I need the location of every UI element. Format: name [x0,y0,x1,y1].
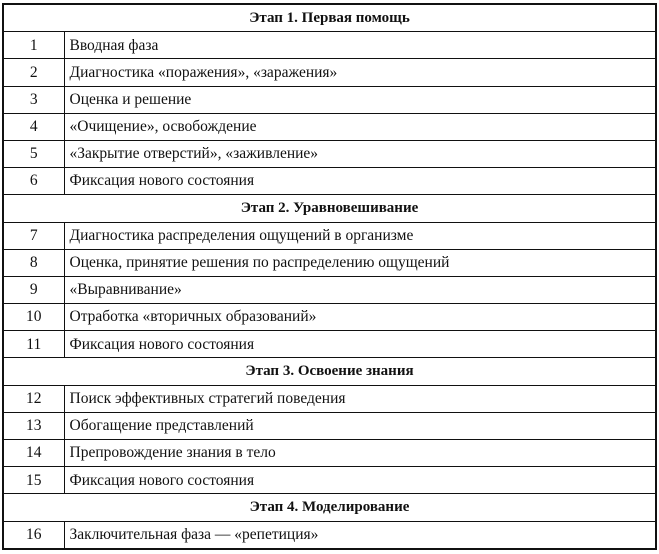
step-description: Диагностика «поражения», «заражения» [64,59,656,86]
step-description: Обогащение представлений [64,412,656,439]
step-row [3,385,656,412]
stage-title: Этап 2. Уравновешивание [3,195,656,222]
step-description: «Выравнивание» [64,276,656,303]
step-row [3,32,656,59]
step-row [3,86,656,113]
step-number: 9 [3,276,64,303]
stage-header-row [3,4,656,32]
step-description: «Очищение», освобождение [64,113,656,140]
step-description: Фиксация нового состояния [64,168,656,195]
stages-table-body [3,4,656,549]
step-number: 6 [3,168,64,195]
step-number: 3 [3,86,64,113]
step-description: «Закрытие отверстий», «заживление» [64,140,656,167]
step-number: 1 [3,32,64,59]
step-row [3,331,656,358]
step-row [3,440,656,467]
step-number: 14 [3,440,64,467]
step-number: 12 [3,385,64,412]
stage-header-row [3,358,656,385]
step-description: Отработка «вторичных образований» [64,304,656,331]
step-description: Заключительная фаза — «репетиция» [64,521,656,549]
step-number: 11 [3,331,64,358]
step-description: Препровождение знания в тело [64,440,656,467]
stage-title: Этап 3. Освоение знания [3,358,656,385]
step-number: 8 [3,249,64,276]
step-number: 5 [3,140,64,167]
step-row [3,249,656,276]
step-row [3,412,656,439]
step-description: Поиск эффективных стратегий поведения [64,385,656,412]
step-number: 2 [3,59,64,86]
step-number: 16 [3,521,64,549]
stage-title: Этап 4. Моделирование [3,494,656,521]
step-description: Диагностика распределения ощущений в организме [64,222,656,249]
step-row [3,59,656,86]
stages-table [2,3,657,550]
stage-header-row [3,195,656,222]
step-row [3,276,656,303]
step-description: Фиксация нового состояния [64,467,656,494]
step-description: Оценка, принятие решения по распределению ощущений [64,249,656,276]
stage-header-row [3,494,656,521]
step-number: 4 [3,113,64,140]
step-row [3,222,656,249]
step-row [3,140,656,167]
step-number: 13 [3,412,64,439]
step-row [3,467,656,494]
step-description: Фиксация нового состояния [64,331,656,358]
step-row [3,521,656,549]
step-row [3,304,656,331]
step-row [3,168,656,195]
step-number: 7 [3,222,64,249]
step-number: 15 [3,467,64,494]
step-description: Вводная фаза [64,32,656,59]
step-row [3,113,656,140]
step-number: 10 [3,304,64,331]
step-description: Оценка и решение [64,86,656,113]
stage-title: Этап 1. Первая помощь [3,4,656,32]
